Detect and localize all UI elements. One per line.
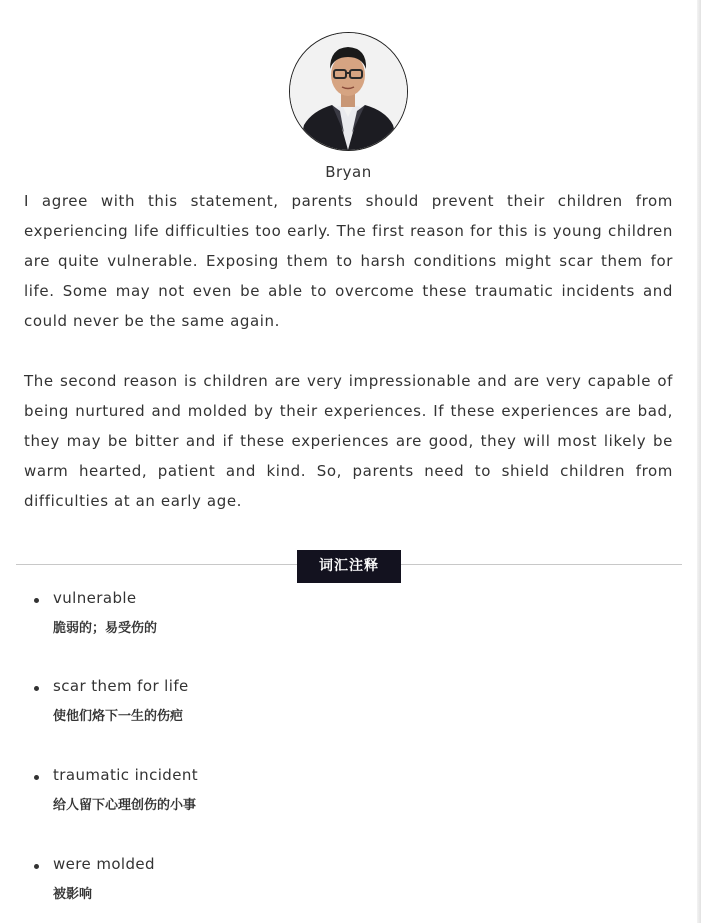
- scrollbar[interactable]: [697, 0, 701, 923]
- vocab-section-title: 词汇注释: [297, 550, 401, 583]
- vocab-term: scar them for life: [53, 677, 189, 695]
- article-paragraph-2: The second reason is children are very impressionable and are very capable of being nurtured and molded by their experiences. If these experiences are bad, they may be bitter and if these experiences are good, they will most likely be warm hearted, patient and kind. So, parents need to shield children from difficulties at an early age.: [24, 372, 673, 510]
- author-name: Bryan: [325, 163, 372, 181]
- vocab-term: vulnerable: [53, 589, 137, 607]
- bullet-icon: [34, 864, 39, 869]
- bullet-icon: [34, 686, 39, 691]
- vocab-term: were molded: [53, 855, 155, 873]
- vocab-meaning: 给人留下心理创伤的小事: [53, 798, 197, 813]
- bullet-icon: [34, 598, 39, 603]
- vocab-term: traumatic incident: [53, 766, 199, 784]
- bullet-icon: [34, 775, 39, 780]
- vocab-meaning: 使他们烙下一生的伤疤: [53, 709, 184, 724]
- article-paragraph-1: I agree with this statement, parents should prevent their children from experiencing life difficulties too early. The first reason for this is young children are quite vulnerable. Exposing them to harsh conditions might scar them for life. Some may not even be able to overcome these traumatic incidents and could never be the same again.: [24, 192, 673, 330]
- vocab-meaning: 被影响: [53, 887, 93, 902]
- vocab-meaning: 脆弱的；易受伤的: [53, 621, 158, 636]
